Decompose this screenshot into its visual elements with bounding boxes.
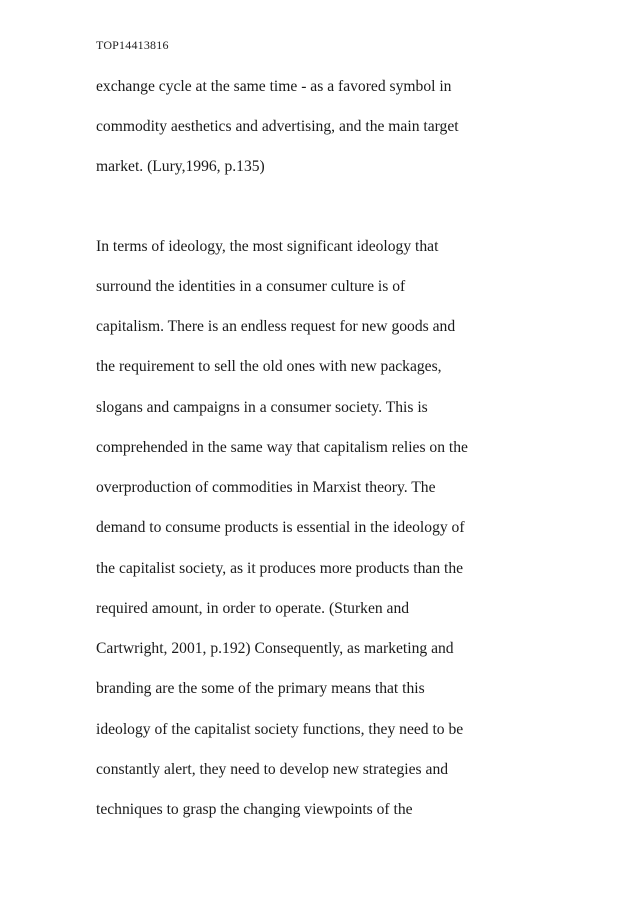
paragraph-2-line-7: overproduction of commodities in Marxist theory. The [96, 479, 436, 496]
paragraph-1-line-1: exchange cycle at the same time - as a favored symbol in [96, 78, 452, 95]
paragraph-2-line-1: In terms of ideology, the most significant ideology that [96, 238, 439, 255]
document-id-header: TOP14413816 [96, 38, 169, 52]
paragraph-2-line-8: demand to consume products is essential in the ideology of [96, 519, 465, 536]
paragraph-2-line-15: techniques to grasp the changing viewpoints of the [96, 801, 413, 818]
paragraph-2-line-11: Cartwright, 2001, p.192) Consequently, as marketing and [96, 640, 454, 657]
paragraph-1-line-2: commodity aesthetics and advertising, and the main target [96, 118, 459, 135]
paragraph-2-line-6: comprehended in the same way that capitalism relies on the [96, 439, 468, 456]
paragraph-2-line-4: the requirement to sell the old ones with new packages, [96, 358, 442, 375]
paragraph-2-line-13: ideology of the capitalist society functions, they need to be [96, 721, 464, 738]
paragraph-1-line-3: market. (Lury,1996, p.135) [96, 158, 265, 175]
paragraph-2-line-9: the capitalist society, as it produces more products than the [96, 560, 464, 577]
paragraph-2-line-3: capitalism. There is an endless request for new goods and [96, 318, 456, 335]
paragraph-2-line-14: constantly alert, they need to develop new strategies and [96, 761, 449, 778]
paragraph-2-line-10: required amount, in order to operate. (Sturken and [96, 600, 410, 617]
paragraph-2-line-5: slogans and campaigns in a consumer society. This is [96, 399, 428, 416]
paragraph-2-line-12: branding are the some of the primary means that this [96, 680, 425, 697]
paragraph-2-line-2: surround the identities in a consumer culture is of [96, 278, 406, 295]
